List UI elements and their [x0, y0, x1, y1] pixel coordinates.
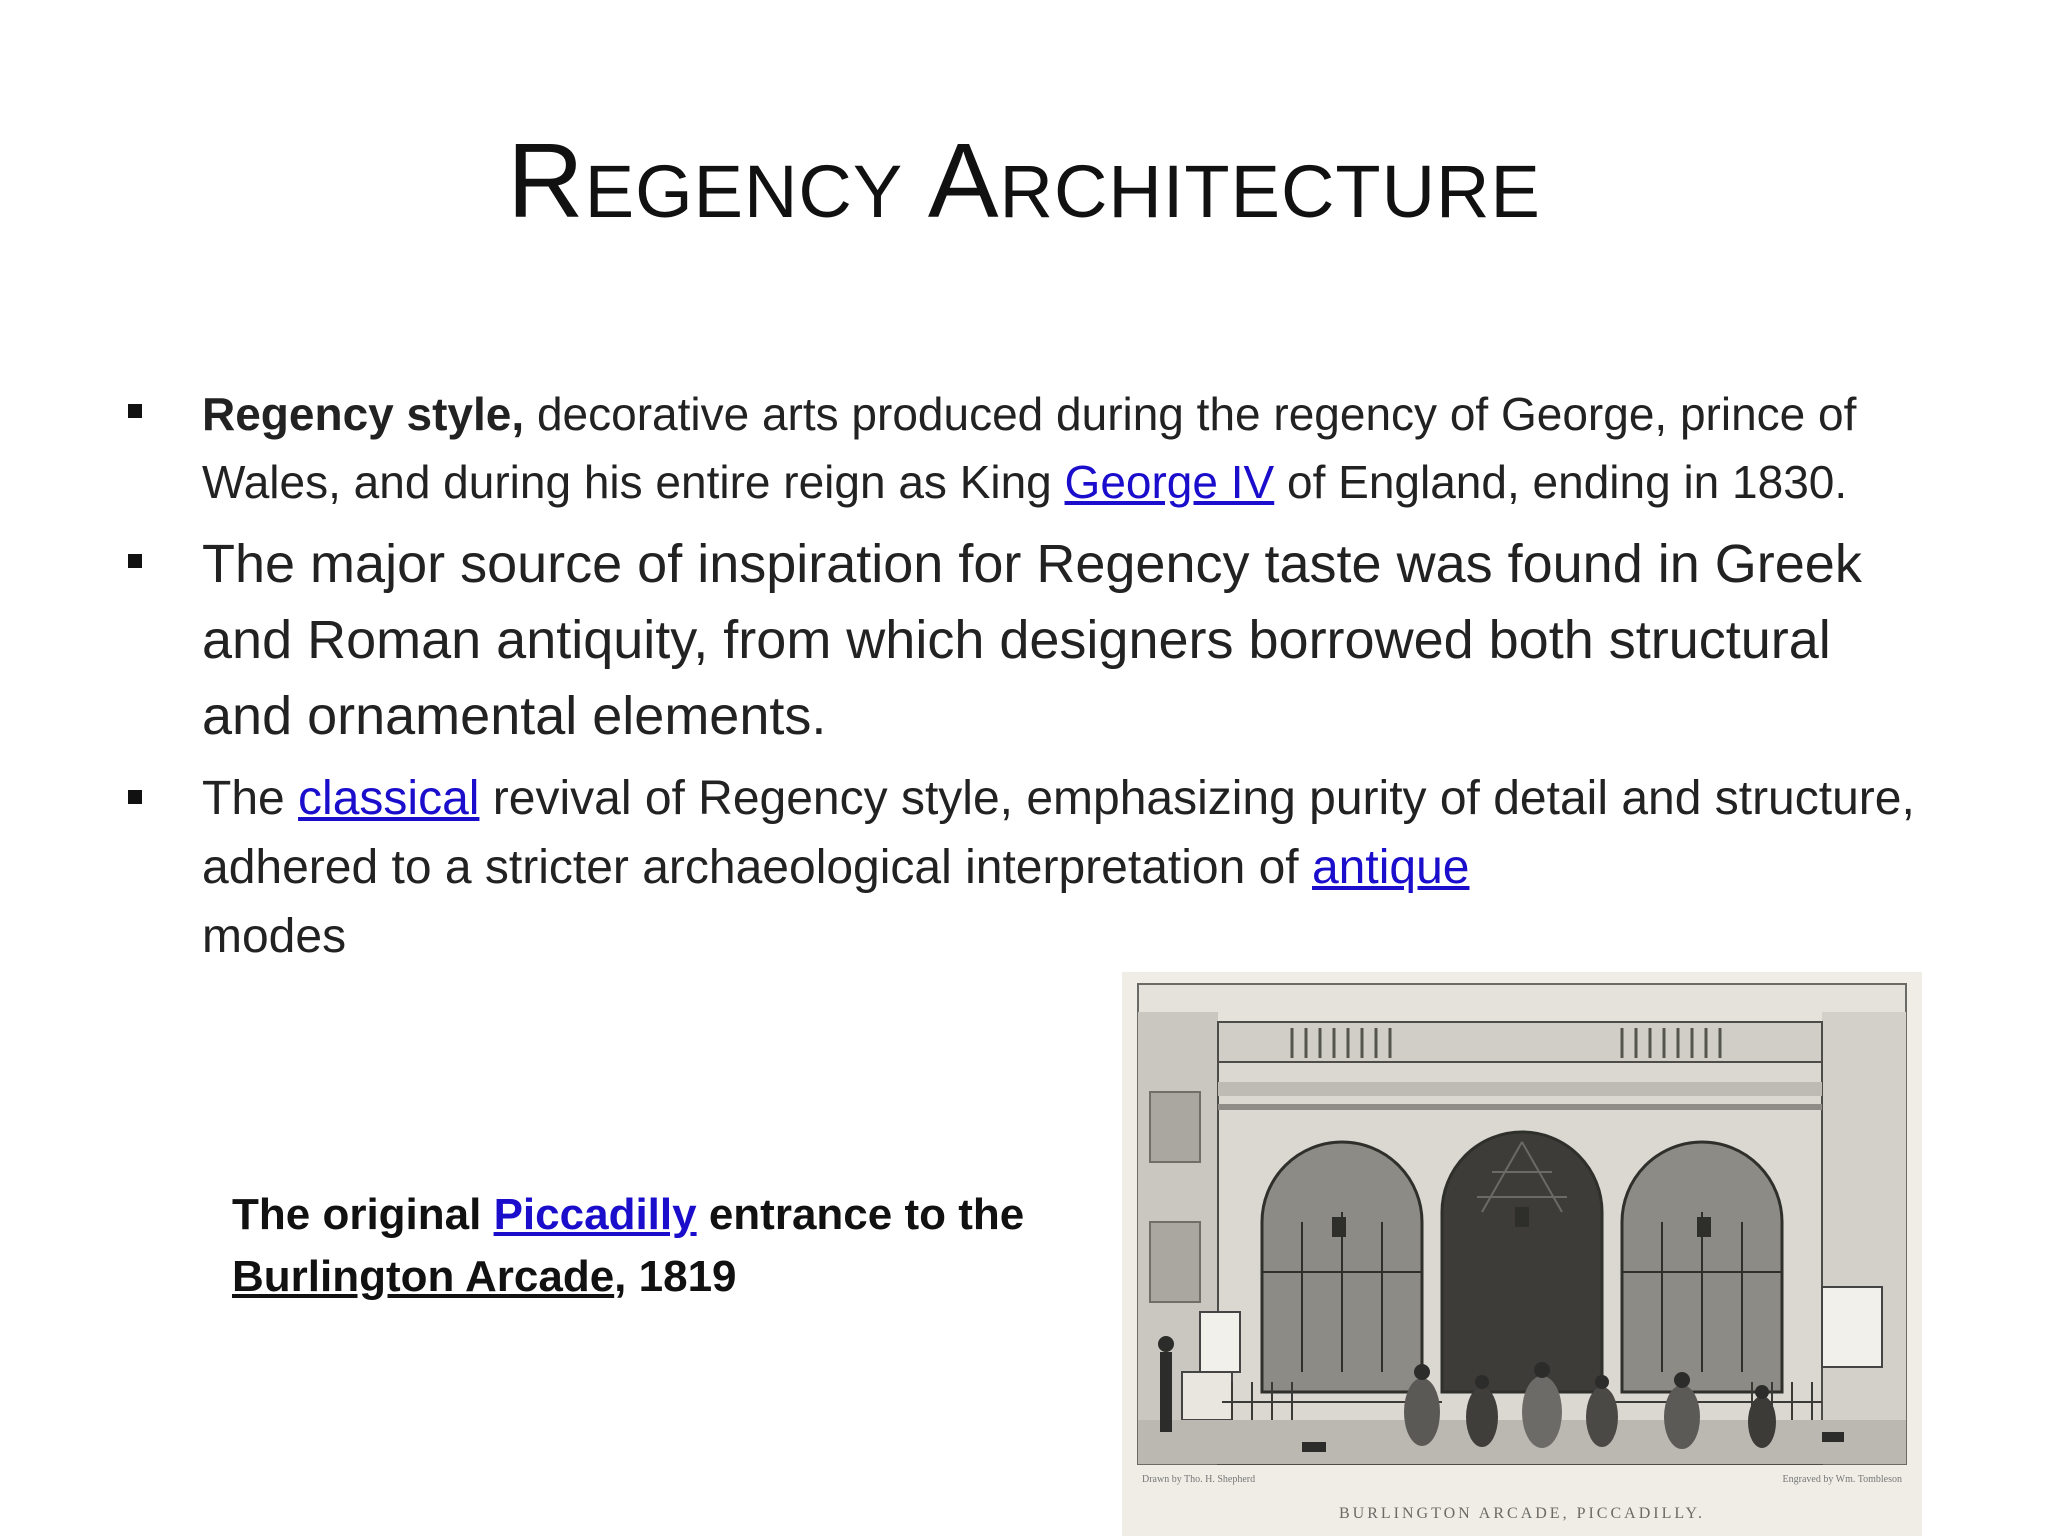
link-burlington-arcade[interactable]: Burlington Arcade: [232, 1252, 615, 1301]
caption-text: The original: [232, 1190, 494, 1239]
engraving-credit-left: Drawn by Tho. H. Shepherd: [1142, 1474, 1256, 1485]
engraving-drawing: [1122, 972, 1922, 1536]
bullet-text: The major source of inspiration for Regency taste was found in Greek and Roman antiquity, from which designers borrowed both structural and ornamental elements.: [202, 534, 1862, 746]
square-bullet-icon: [128, 404, 142, 418]
caption-text: , 1819: [614, 1252, 737, 1301]
sign-right: [1822, 1287, 1882, 1367]
image-caption: [232, 1184, 1132, 1308]
link-piccadilly[interactable]: Piccadilly: [493, 1190, 697, 1239]
bullet-item-classical-revival: [128, 764, 1928, 971]
bullet-text: revival of Regency style, emphasizing purity of detail and structure, adhered to a stricter archaeological interpretation of: [202, 772, 1915, 894]
bullet-text: decorative arts produced during the regency of George, prince of Wales, and during his entire reign as King: [202, 388, 1857, 508]
bullet-text: of England, ending in 1830.: [1274, 456, 1848, 508]
street: [1138, 1420, 1906, 1464]
bullet-item-inspiration: [128, 526, 1928, 754]
frieze: [1218, 1104, 1822, 1110]
engraving-credit-right: Engraved by Wm. Tombleson: [1782, 1474, 1902, 1485]
bullet-item-regency-style: [128, 380, 1928, 516]
right-building: [1822, 1012, 1906, 1464]
burlington-arcade-engraving: [1122, 972, 1922, 1536]
balustrade: [1218, 1022, 1822, 1062]
bullet-list: [128, 380, 1928, 971]
bullet-bold-term: Regency style,: [202, 388, 525, 440]
square-bullet-icon: [128, 554, 142, 568]
sign-left: [1200, 1312, 1240, 1372]
link-george-iv[interactable]: George IV: [1064, 456, 1275, 508]
link-antique[interactable]: antique: [1311, 841, 1470, 894]
bullet-text: The: [202, 772, 299, 825]
slide-title: Regency Architecture: [507, 122, 1541, 240]
cornice: [1218, 1082, 1822, 1096]
caption-text: entrance to the: [696, 1190, 1025, 1239]
square-bullet-icon: [128, 790, 142, 804]
sign-bill: [1182, 1372, 1232, 1420]
bullet-text: modes: [202, 910, 347, 963]
link-classical[interactable]: classical: [298, 772, 480, 825]
engraving-title: BURLINGTON ARCADE, PICCADILLY.: [1338, 1505, 1706, 1522]
